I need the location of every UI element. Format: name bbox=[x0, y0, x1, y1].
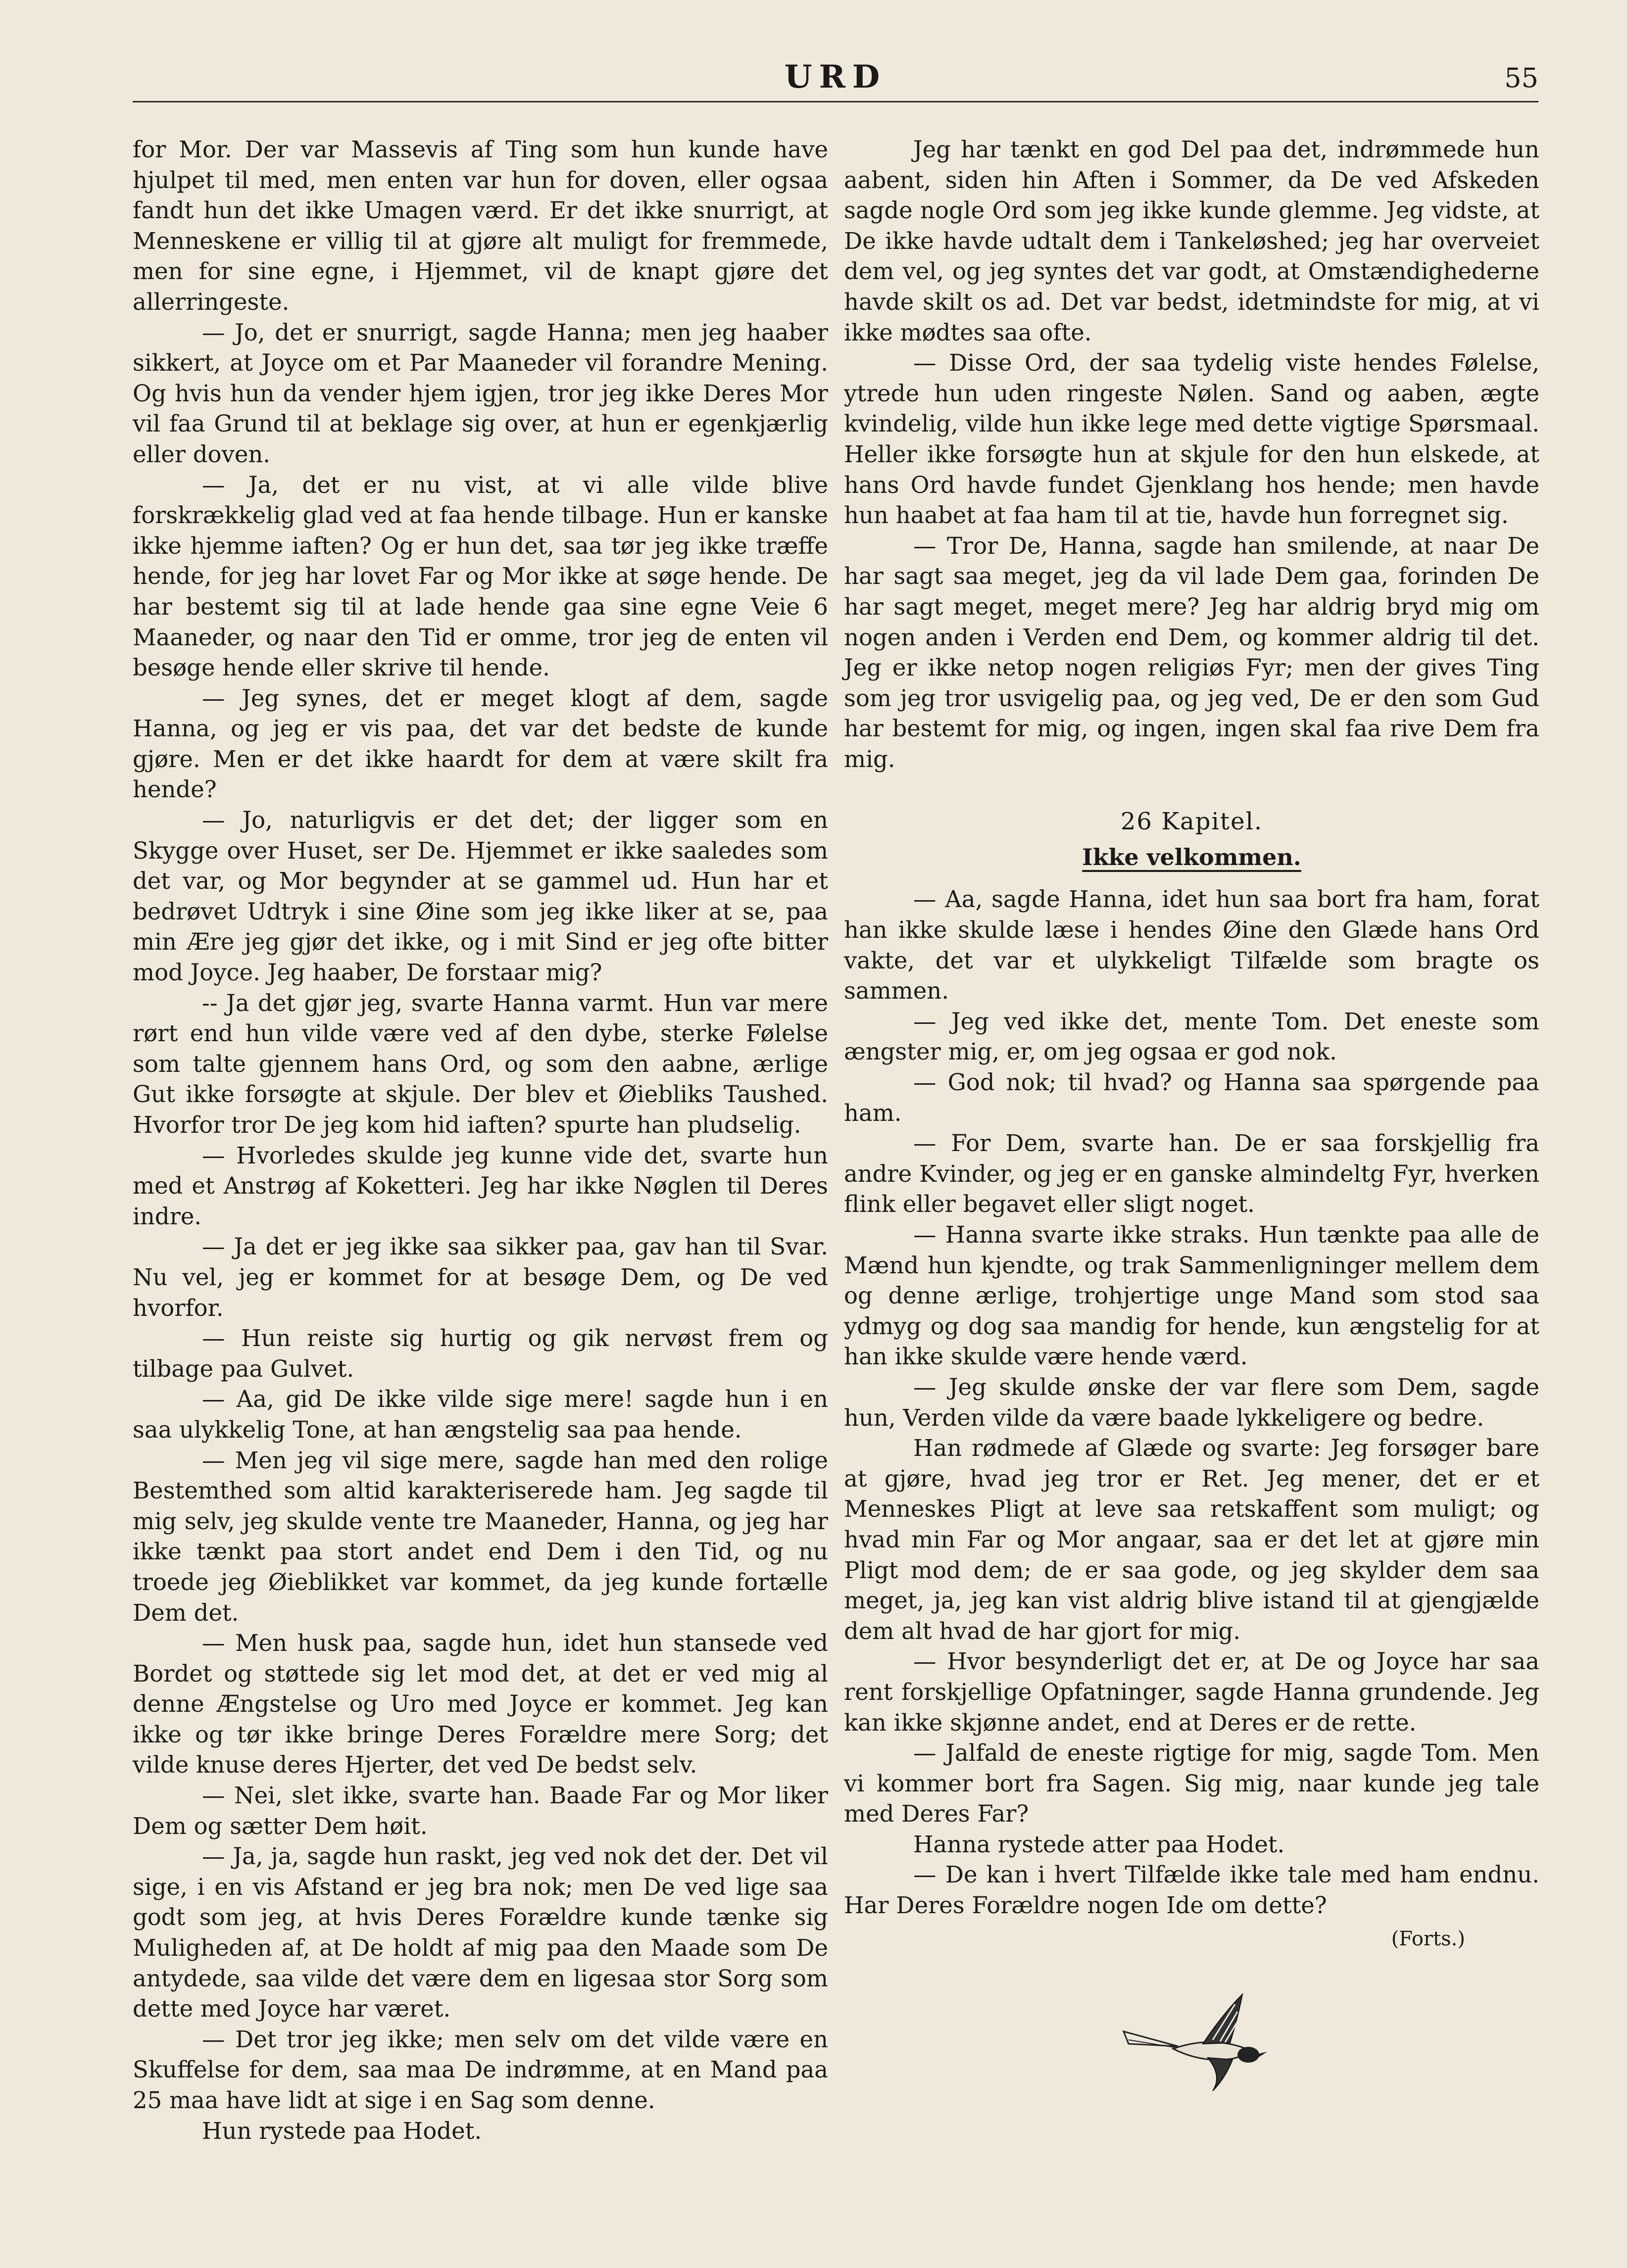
paragraph: — Hvorledes skulde jeg kunne vide det, svarte hun med et Anstrøg af Koketteri. Jeg har ikke Nøglen til Deres indre. bbox=[133, 1142, 828, 1230]
paragraph: -- Ja det gjør jeg, svarte Hanna varmt. Hun var mere rørt end hun vilde være ved af den dybe, sterke Følelse som talte gjennem hans Ord, og som den aabne, ærlige Gut ikke forsøgte at skjule. Der blev et Øiebliks Taushed. Hvorfor tror De jeg kom hid iaften? spurte han pludselig. bbox=[133, 989, 828, 1138]
paragraph: Han rødmede af Glæde og svarte: Jeg forsøger bare at gjøre, hvad jeg tror er Ret. Jeg mener, det er et Menneskes Pligt at leve saa retskaffent som muligt; og hvad min Far og Mor angaar, saa er det let at gjøre min Pligt mod dem; de er saa gode, og jeg skylder dem saa meget, ja, jeg kan vist aldrig blive istand til at gjengjælde dem alt hvad de har gjort for mig. bbox=[844, 1435, 1539, 1644]
page-number: 55 bbox=[1504, 62, 1538, 94]
paragraph: Jeg har tænkt en god Del paa det, indrømmede hun aabent, siden hin Aften i Sommer, da De ved Afskeden sagde nogle Ord som jeg ikke kunde glemme. Jeg vidste, at De ikke havde udtalt dem i Tankeløshed; jeg har overveiet dem vel, og jeg syntes det var godt, at Omstændighederne havde skilt os ad. Det var bedst, idetmindste for mig, at vi ikke mødtes saa ofte. bbox=[844, 136, 1539, 346]
header-rule bbox=[133, 101, 1538, 102]
page-header bbox=[133, 58, 1538, 105]
paragraph: — Nei, slet ikke, svarte han. Baade Far og Mor liker Dem og sætter Dem høit. bbox=[133, 1782, 828, 1839]
chapter-subtitle: Ikke velkommen. bbox=[1082, 844, 1301, 871]
paragraph: — De kan i hvert Tilfælde ikke tale med ham endnu. Har Deres Forældre nogen Ide om dette? bbox=[844, 1861, 1539, 1919]
paragraph: — Jo, det er snurrigt, sagde Hanna; men jeg haaber sikkert, at Joyce om et Par Maaneder vil forandre Mening. Og hvis hun da vender hjem igjen, tror jeg ikke Deres Mor vil faa Grund til at beklage sig over, at hun er egenkjærlig eller doven. bbox=[133, 319, 828, 468]
paragraph: — Jeg ved ikke det, mente Tom. Det eneste som ængster mig, er, om jeg ogsaa er god nok. bbox=[844, 1008, 1539, 1065]
paragraph: — For Dem, svarte han. De er saa forskjellig fra andre Kvinder, og jeg er en ganske almindeltg Fyr, hverken flink eller begavet eller sligt noget. bbox=[844, 1130, 1539, 1218]
paragraph: — Aa, sagde Hanna, idet hun saa bort fra ham, forat han ikke skulde læse i hendes Øine den Glæde hans Ord vakte, det var et ulykkeligt Tilfælde som bragte os sammen. bbox=[844, 886, 1539, 1005]
right-column bbox=[844, 135, 1539, 1954]
paragraph: — God nok; til hvad? og Hanna saa spørgende paa ham. bbox=[844, 1069, 1539, 1126]
continued-note: (Forts.) bbox=[1391, 1927, 1465, 1950]
paragraph: — Aa, gid De ikke vilde sige mere! sagde hun i en saa ulykkelig Tone, at han ængstelig saa paa hende. bbox=[133, 1386, 828, 1443]
paragraph: — Disse Ord, der saa tydelig viste hendes Følelse, ytrede hun uden ringeste Nølen. Sand og aaben, ægte kvindelig, vilde hun ikke lege med dette vigtige Spørsmaal. Heller ikke forsøgte hun at skjule for den hun elskede, at hans Ord havde fundet Gjenklang hos hende; men havde hun haabet at faa ham til at tie, havde hun forregnet sig. bbox=[844, 349, 1539, 529]
paragraph: — Hun reiste sig hurtig og gik nervøst frem og tilbage paa Gulvet. bbox=[133, 1325, 828, 1382]
left-column bbox=[133, 135, 828, 2146]
paragraph: for Mor. Der var Massevis af Ting som hun kunde have hjulpet til med, men enten var hun for doven, eller ogsaa fandt hun det ikke Umagen værd. Er det ikke snurrigt, at Menneskene er villig til at gjøre alt muligt for fremmede, men for sine egne, i Hjemmet, vil de knapt gjøre det allerringeste. bbox=[133, 136, 828, 315]
magazine-title: URD bbox=[784, 58, 887, 96]
paragraph: — Ja, det er nu vist, at vi alle vilde blive forskrækkelig glad ved at faa hende tilbage. Hun er kanske ikke hjemme iaften? Og er hun det, saa tør jeg ikke træffe hende, for jeg har lovet Far og Mor ikke at søge hende. De har bestemt sig til at lade hende gaa sine egne Veie 6 Maaneder, og naar den Tid er omme, tror jeg de enten vil besøge hende eller skrive til hende. bbox=[133, 471, 828, 681]
paragraph: — Hvor besynderligt det er, at De og Joyce har saa rent forskjellige Opfatninger, sagde Hanna grundende. Jeg kan ikke skjønne andet, end at Deres er de rette. bbox=[844, 1648, 1539, 1736]
paragraph: — Men jeg vil sige mere, sagde han med den rolige Bestemthed som altid karakteriserede ham. Jeg sagde til mig selv, jeg skulde vente tre Maaneder, Hanna, og jeg har ikke tænkt paa stort andet end Dem i den Tid, og nu troede jeg Øieblikket var kommet, da jeg kunde fortælle Dem det. bbox=[133, 1447, 828, 1626]
paragraph: — Jalfald de eneste rigtige for mig, sagde Tom. Men vi kommer bort fra Sagen. Sig mig, naar kunde jeg tale med Deres Far? bbox=[844, 1739, 1539, 1828]
paragraph: — Ja, ja, sagde hun raskt, jeg ved nok det der. Det vil sige, i en vis Afstand er jeg bra nok; men De ved lige saa godt som jeg, at hvis Deres Forældre kunde tænke sig Muligheden af, at De holdt af mig paa den Maade som De antydede, saa vilde det være dem en ligesaa stor Sorg som dette med Joyce har været. bbox=[133, 1843, 828, 2023]
paragraph: — Jo, naturligvis er det det; der ligger som en Skygge over Huset, ser De. Hjemmet er ikke saaledes som det var, og Mor begynder at se gammel ud. Hun har et bedrøvet Udtryk i sine Øine som jeg ikke liker at se, paa min Ære jeg gjør det ikke, og i mit Sind er jeg ofte bitter mod Joyce. Jeg haaber, De forstaar mig? bbox=[133, 807, 828, 986]
paragraph: — Jeg synes, det er meget klogt af dem, sagde Hanna, og jeg er vis paa, det var det bedste de kunde gjøre. Men er det ikke haardt for dem at være skilt fra hende? bbox=[133, 684, 828, 803]
chapter-heading: 26 Kapitel. bbox=[1120, 808, 1263, 836]
paragraph: — Hanna svarte ikke straks. Hun tænkte paa alle de Mænd hun kjendte, og trak Sammenligninger mellem dem og denne ærlige, trohjertige unge Mand som stod saa ydmyg og dog saa mandig for hende, kun ængstelig for at han ikke skulde være hende værd. bbox=[844, 1221, 1539, 1370]
paragraph: Hanna rystede atter paa Hodet. bbox=[913, 1831, 1285, 1858]
paragraph: — Ja det er jeg ikke saa sikker paa, gav han til Svar. Nu vel, jeg er kommet for at besøge Dem, og De ved hvorfor. bbox=[133, 1233, 828, 1321]
paragraph: — Men husk paa, sagde hun, idet hun stansede ved Bordet og støttede sig let mod det, at det er ved mig al denne Ængstelse og Uro med Joyce er kommet. Jeg kan ikke og tør ikke bringe Deres Forældre mere Sorg; det vilde knuse deres Hjerter, det ved De bedst selv. bbox=[133, 1630, 828, 1779]
swallow-icon bbox=[1119, 1984, 1287, 2093]
paragraph: — Det tror jeg ikke; men selv om det vilde være en Skuffelse for dem, saa maa De indrømme, at en Mand paa 25 maa have lidt at sige i en Sag som denne. bbox=[133, 2026, 828, 2114]
paragraph: Hun rystede paa Hodet. bbox=[202, 2117, 482, 2144]
paragraph: — Jeg skulde ønske der var flere som Dem, sagde hun, Verden vilde da være baade lykkeligere og bedre. bbox=[844, 1373, 1539, 1431]
paragraph: — Tror De, Hanna, sagde han smilende, at naar De har sagt saa meget, jeg da vil lade Dem gaa, forinden De har sagt meget, meget mere? Jeg har aldrig bryd mig om nogen anden i Verden end Dem, og kommer aldrig til det. Jeg er ikke netop nogen religiøs Fyr; men der gives Ting som jeg tror usvigelig paa, og jeg ved, De er den som Gud har bestemt for mig, og ingen, ingen skal faa rive Dem fra mig. bbox=[844, 532, 1539, 772]
